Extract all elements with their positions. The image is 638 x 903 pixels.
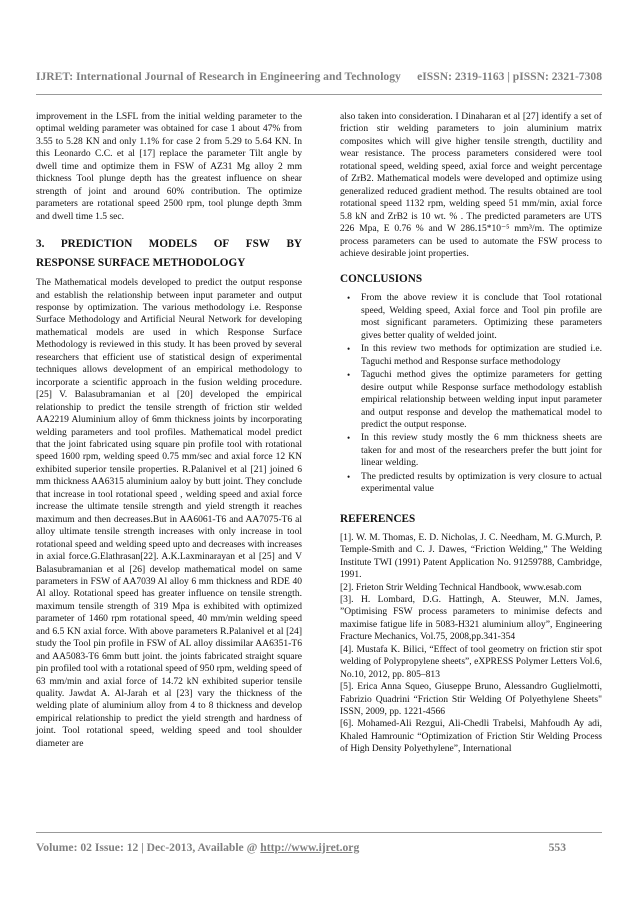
list-item: • From the above review it is conclude that Tool rotational speed, Welding speed, Axial force and Tool pin profile are most significant parameters. Optimizing these parameters gives better quality of welded joint. [347, 292, 602, 341]
body-paragraph: improvement in the LSFL from the initial welding parameter to the optimal welding parameter was obtained for case 1 about 47% from 3.55 to 5.28 KN and only 1.1% for case 2 from 5.29 to 5.64 KN. In this Leonardo C.C. et al [17] replace the parameter Tilt angle by dwell time and optimize them in FSW of AZ31 Mg alloy 2 mm thickness Tool plunge depth has the greatest influence on shear strength of joint and around 60% contribution. The optimize parameters are rotational speed 2500 rpm, tool plunge depth 3mm and dwell time 1.5 sec. [36, 111, 302, 222]
bullet-icon: • [347, 370, 351, 381]
list-item: • In this review two methods for optimization are studied i.e. Taguchi method and Response surface methodology [347, 343, 602, 367]
reference-item: [5]. Erica Anna Squeo, Giuseppe Bruno, Alessandro Guglielmotti, Fabrizio Quadrini “Friction Stir Welding Of Polyethylene Sheets" ISSN, 2009, pp. 1221-4566 [340, 681, 602, 718]
references-list [340, 532, 602, 756]
conclusions-list [340, 292, 602, 495]
reference-item: [6]. Mohamed-Ali Rezgui, Ali-Chedli Trabelsi, Mahfoudh Ay adi, Khaled Hamrounic “Optimization of Friction Stir Welding Process of High Density Polyethylene”, International [340, 718, 602, 755]
body-paragraph: The Mathematical models developed to predict the output response and establish the relationship between input parameter and output response by optimization. The various methodology i.e. Response Surface Methodology and Artificial Neural Network for developing mathematical models are used in which Response Surface Methodology is reviewed in this study. It has been proved by several researchers that efficient use of statistical design of experimental techniques allows development of an empirical methodology to incorporate a scientific approach in the fusion welding procedure.[25] V. Balasubramanian et al [20] developed the empirical relationship to predict the tensile strength of friction stir welded AA2219 Aluminium alloy of 6mm thickness joints by incorporating welding parameters and tool profiles. Mathematical model predict that the joint fabricated using square pin profile tool with rotational speed 1600 rpm, welding speed 0.75 mm/sec and axial force 12 KN exhibited superior tensile properties. R.Palanivel et al [21] joined 6 mm thickness AA6315 aluminium aaloy by butt joint. They conclude that increase in tool rotational speed , welding speed and axial force increase the ultimate tensile strength and yield strength it reaches maximum and then decreases.But in AA6061-T6 and AA7075-T6 al alloy ultimate tensile strength increases with only increase in tool rotational speed and welding speed upto and decreases with increases in axial force.G.Elathrasan[22]. A.K.Laxminarayan et al [25] and V Balasubramanian et al [26] develop mathematical model on same parameters in FSW of AA7039 Al alloy 6 mm thickness and RDE 40 Al alloy. Rotational speed has greater influence on tensile strength. maximum tensile strength of 319 Mpa is exhibited with optimized parameter of 1460 rpm rotational speed, 40 mm/min welding speed and 6.5 KN axial force. With above parameters R.Palanivel et al [24] study the Tool pin profile in FSW of AL alloy dissimilar AA6351-T6 and AA5083-T6 6mm butt joint. the joints fabricated straight square pin profiled tool with a rotational speed of 950 rpm, welding speed of 63 mm/min and axial force of 14.72 kN exhibited superior tensile quality. Jawdat A. Al-Jarah et al [23] vary the thickness of the welding plate of aluminium alloy from 4 to 8 thickness and develop empirical relationship to predict the yield strength and hardness of joint. Tool rotational speed, welding speed and tool shoulder diameter are [36, 277, 302, 749]
section-heading-line2: RESPONSE SURFACE METHODOLOGY [36, 257, 246, 270]
body-paragraph: also taken into consideration. I Dinaharan et al [27] identify a set of friction stir welding parameters to join aluminium matrix composites which will give higher tensile strength, ductility and wear resistance. The process parameters considered were tool rotational speed, welding speed, axial force and weight percentage of ZrB2. Mathematical models were developed and optimize using generalized reduced gradient method. The results obtained are tool rotational speed 1132 rpm, welding speed 51 mm/min, axial force 5.8 kN and ZrB2 is 10 wt. % . The predicted parameters are UTS 226 Mpa, E 0.76 % and W 286.15*10⁻⁵ mm³/m. The optimize process parameters can be used to automate the FSW process to achieve desirable joint properties. [340, 111, 602, 259]
heading-word: FSW [245, 238, 270, 251]
bullet-icon: • [347, 344, 351, 355]
heading-word: PREDICTION [60, 238, 133, 251]
bullet-icon: • [347, 293, 351, 304]
footer-divider [36, 832, 602, 833]
heading-word: BY [286, 238, 302, 251]
journal-link[interactable]: http://www.ijret.org [260, 841, 360, 854]
left-column [36, 111, 302, 750]
reference-item: [3]. H. Lombard, D.G. Hattingh, A. Steuwer, M.N. James, ”Optimising FSW process parameters to minimise defects and maximise fatigue life in 5083-H321 aluminium alloy”, Engineering Fracture Mechanics, Vol.75, 2008,pp.341-354 [340, 593, 602, 643]
reference-item: [1]. W. M. Thomas, E. D. Nicholas, J. C. Needham, M. G.Murch, P. Temple-Smith and C. J. Dawes, “Friction Welding,” The Welding Institute TWI (1991) Patent Application No. 91259788, Cambridge, 1991. [340, 531, 602, 581]
list-item: • In this review study mostly the 6 mm thickness sheets are taken for and most of the researchers prefer the butt joint for linear welding. [347, 432, 602, 469]
references-heading: REFERENCES [340, 512, 416, 525]
heading-word: MODELS [148, 238, 198, 251]
running-header [36, 70, 602, 90]
list-item: • Taguchi method gives the optimize parameters for getting desire output while Response surface methodology establish empirical relationship between welding input input parameter and output response and develop the mathematical model to predict the output response. [347, 369, 602, 430]
issn-numbers: eISSN: 2319-1163 | pISSN: 2321-7308 [417, 70, 602, 83]
bullet-icon: • [347, 471, 351, 482]
list-item: • The predicted results by optimization is very closure to actual experimental value [347, 470, 602, 495]
section-heading [36, 236, 302, 271]
journal-title: IJRET: International Journal of Research in Engineering and Technology [36, 70, 401, 83]
running-footer [36, 841, 602, 859]
section-number: 3. [36, 238, 45, 251]
volume-info: Volume: 02 Issue: 12 | Dec-2013, Available @ http://www.ijret.org [36, 841, 360, 854]
page-number: 553 [548, 841, 566, 854]
heading-word: OF [213, 238, 230, 251]
bullet-icon: • [347, 433, 351, 444]
right-column [340, 111, 602, 756]
reference-item: [4]. Mustafa K. Bilici, “Effect of tool geometry on friction stir spot welding of Polypropylene sheets”, eXPRESS Polymer Letters Vol.6, No.10, 2012, pp. 805–813 [340, 643, 602, 680]
conclusions-heading: CONCLUSIONS [340, 273, 423, 286]
reference-item: [2]. Frieton Strir Welding Technical Handbook, www.esab.com [340, 581, 582, 593]
header-divider [36, 94, 602, 95]
